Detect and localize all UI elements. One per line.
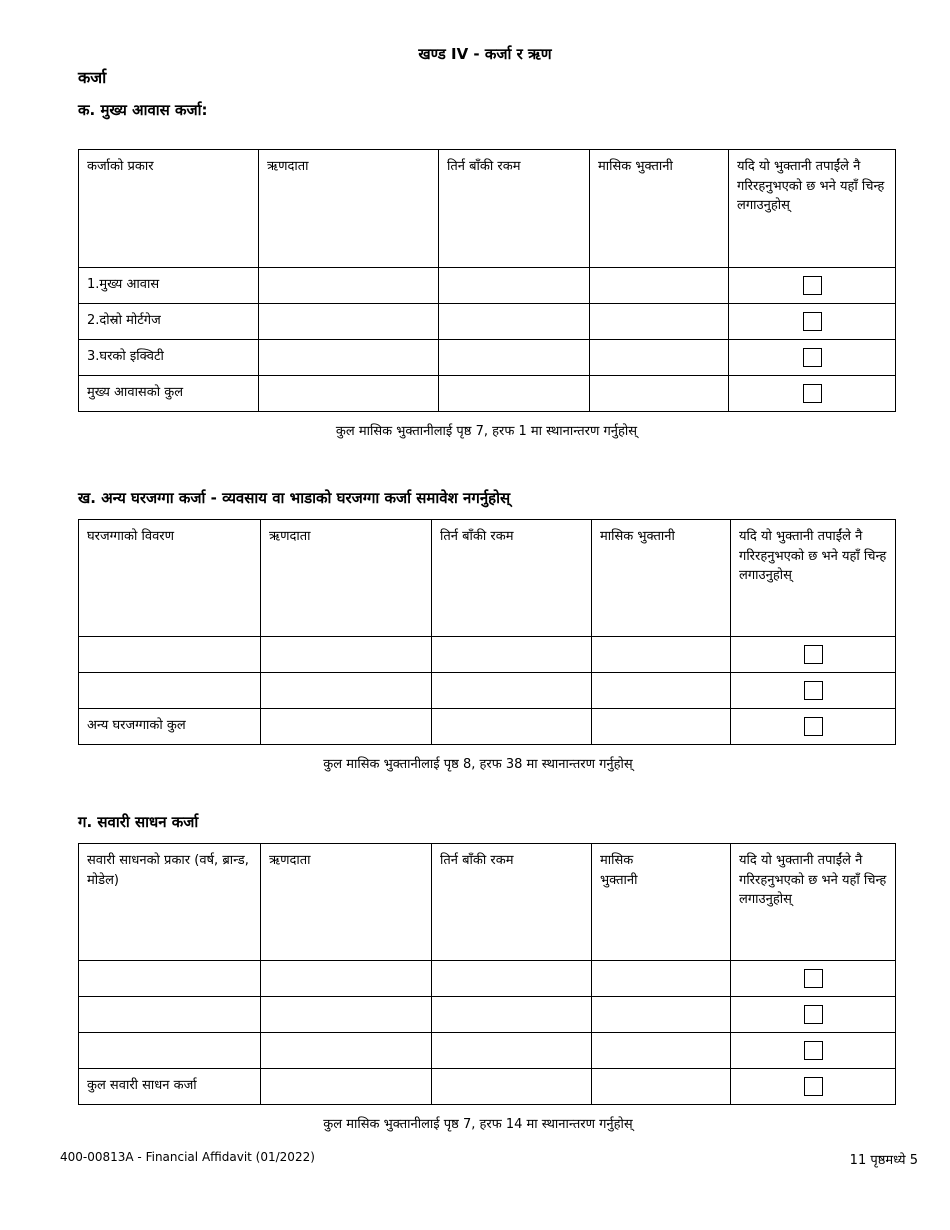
balance-cell[interactable] <box>432 997 592 1033</box>
header-cell: तिर्न बाँकी रकम <box>432 844 592 961</box>
payer-checkbox[interactable] <box>804 681 823 700</box>
lender-cell[interactable] <box>261 637 432 673</box>
checkbox-cell <box>731 637 896 673</box>
header-cell: तिर्न बाँकी रकम <box>439 150 590 268</box>
payer-checkbox[interactable] <box>803 312 822 331</box>
payment-cell[interactable] <box>592 997 731 1033</box>
section-b-table <box>78 519 896 745</box>
header-cell: तिर्न बाँकी रकम <box>432 520 592 637</box>
table-row <box>79 637 896 673</box>
page-title: खण्ड IV - कर्जा र ऋण <box>418 45 552 63</box>
section-b-title: ख. अन्य घरजग्गा कर्जा - व्यवसाय वा भाडाको घरजग्गा कर्जा समावेश नगर्नुहोस् <box>78 489 511 507</box>
payer-checkbox[interactable] <box>804 1077 823 1096</box>
balance-cell[interactable] <box>432 1069 592 1105</box>
checkbox-cell <box>731 1069 896 1105</box>
balance-cell[interactable] <box>432 961 592 997</box>
main-heading: कर्जा <box>78 68 107 87</box>
checkbox-cell <box>731 961 896 997</box>
balance-cell[interactable] <box>432 709 592 745</box>
header-cell: मासिक भुक्तानी <box>592 844 731 961</box>
table-row <box>79 1033 896 1069</box>
lender-cell[interactable] <box>261 961 432 997</box>
payer-checkbox[interactable] <box>803 348 822 367</box>
vehicle-type-cell[interactable] <box>79 961 261 997</box>
payer-checkbox[interactable] <box>804 645 823 664</box>
header-cell: ऋणदाता <box>261 520 432 637</box>
balance-cell[interactable] <box>439 340 590 376</box>
lender-cell[interactable] <box>259 304 439 340</box>
checkbox-cell <box>731 709 896 745</box>
header-cell: यदि यो भुक्तानी तपाईंले नै गरिरहनुभएको छ भने यहाँ चिन्ह लगाउनुहोस् <box>731 520 896 637</box>
vehicle-type-cell[interactable] <box>79 1033 261 1069</box>
property-description-cell[interactable] <box>79 673 261 709</box>
table-header-row <box>79 844 896 961</box>
section-b-note: कुल मासिक भुक्तानीलाई पृष्ठ 8, हरफ 38 मा स्थानान्तरण गर्नुहोस् <box>323 757 633 772</box>
row-label-cell: कुल सवारी साधन कर्जा <box>79 1069 261 1105</box>
balance-cell[interactable] <box>432 1033 592 1069</box>
balance-cell[interactable] <box>432 637 592 673</box>
checkbox-cell <box>729 376 896 412</box>
checkbox-cell <box>731 673 896 709</box>
checkbox-cell <box>731 1033 896 1069</box>
header-cell: ऋणदाता <box>261 844 432 961</box>
header-cell: मासिक भुक्तानी <box>590 150 729 268</box>
payer-checkbox[interactable] <box>804 1005 823 1024</box>
table-row <box>79 997 896 1033</box>
section-a-table <box>78 149 896 412</box>
lender-cell[interactable] <box>259 376 439 412</box>
balance-cell[interactable] <box>432 673 592 709</box>
footer-page-number: 11 पृष्ठमध्ये 5 <box>849 1153 918 1168</box>
payment-cell[interactable] <box>592 709 731 745</box>
balance-cell[interactable] <box>439 268 590 304</box>
header-cell: यदि यो भुक्तानी तपाईंले नै गरिरहनुभएको छ भने यहाँ चिन्ह लगाउनुहोस् <box>729 150 896 268</box>
payment-cell[interactable] <box>592 1069 731 1105</box>
payment-cell[interactable] <box>590 340 729 376</box>
table-header-row <box>79 150 896 268</box>
section-a-title: क. मुख्य आवास कर्जा: <box>78 101 208 119</box>
footer-form-id: 400-00813A - Financial Affidavit (01/2022) <box>60 1150 315 1164</box>
table-row-total <box>79 376 896 412</box>
table-row <box>79 673 896 709</box>
payment-cell[interactable] <box>592 961 731 997</box>
table-row <box>79 304 896 340</box>
lender-cell[interactable] <box>259 340 439 376</box>
table-row <box>79 961 896 997</box>
section-c-note: कुल मासिक भुक्तानीलाई पृष्ठ 7, हरफ 14 मा स्थानान्तरण गर्नुहोस् <box>323 1117 633 1132</box>
row-label-cell: 3.घरको इक्विटी <box>79 340 259 376</box>
property-description-cell[interactable] <box>79 637 261 673</box>
row-label-cell: अन्य घरजग्गाको कुल <box>79 709 261 745</box>
balance-cell[interactable] <box>439 376 590 412</box>
header-cell: कर्जाको प्रकार <box>79 150 259 268</box>
checkbox-cell <box>729 268 896 304</box>
payment-cell[interactable] <box>592 637 731 673</box>
table-row-total <box>79 1069 896 1105</box>
payment-cell[interactable] <box>590 304 729 340</box>
table-row-total <box>79 709 896 745</box>
vehicle-type-cell[interactable] <box>79 997 261 1033</box>
header-cell: मासिक भुक्तानी <box>592 520 731 637</box>
table-row <box>79 340 896 376</box>
checkbox-cell <box>729 304 896 340</box>
section-c-title: ग. सवारी साधन कर्जा <box>78 813 199 831</box>
section-a-note: कुल मासिक भुक्तानीलाई पृष्ठ 7, हरफ 1 मा स्थानान्तरण गर्नुहोस् <box>335 424 638 439</box>
payer-checkbox[interactable] <box>804 1041 823 1060</box>
section-c-table <box>78 843 896 1105</box>
payer-checkbox[interactable] <box>803 276 822 295</box>
checkbox-cell <box>729 340 896 376</box>
row-label-cell: मुख्य आवासको कुल <box>79 376 259 412</box>
payment-cell[interactable] <box>590 376 729 412</box>
payment-cell[interactable] <box>590 268 729 304</box>
lender-cell[interactable] <box>261 709 432 745</box>
row-label-cell: 2.दोस्रो मोर्टगेज <box>79 304 259 340</box>
balance-cell[interactable] <box>439 304 590 340</box>
payer-checkbox[interactable] <box>804 717 823 736</box>
lender-cell[interactable] <box>261 997 432 1033</box>
header-cell: ऋणदाता <box>259 150 439 268</box>
payer-checkbox[interactable] <box>803 384 822 403</box>
header-cell: घरजग्गाको विवरण <box>79 520 261 637</box>
payment-cell[interactable] <box>592 673 731 709</box>
table-row <box>79 268 896 304</box>
header-cell: यदि यो भुक्तानी तपाईंले नै गरिरहनुभएको छ भने यहाँ चिन्ह लगाउनुहोस् <box>731 844 896 961</box>
payment-cell[interactable] <box>592 1033 731 1069</box>
payer-checkbox[interactable] <box>804 969 823 988</box>
header-cell: सवारी साधनको प्रकार (वर्ष, ब्रान्ड, मोडेल) <box>79 844 261 961</box>
lender-cell[interactable] <box>261 1033 432 1069</box>
lender-cell[interactable] <box>261 673 432 709</box>
lender-cell[interactable] <box>261 1069 432 1105</box>
row-label-cell: 1.मुख्य आवास <box>79 268 259 304</box>
table-header-row <box>79 520 896 637</box>
lender-cell[interactable] <box>259 268 439 304</box>
checkbox-cell <box>731 997 896 1033</box>
